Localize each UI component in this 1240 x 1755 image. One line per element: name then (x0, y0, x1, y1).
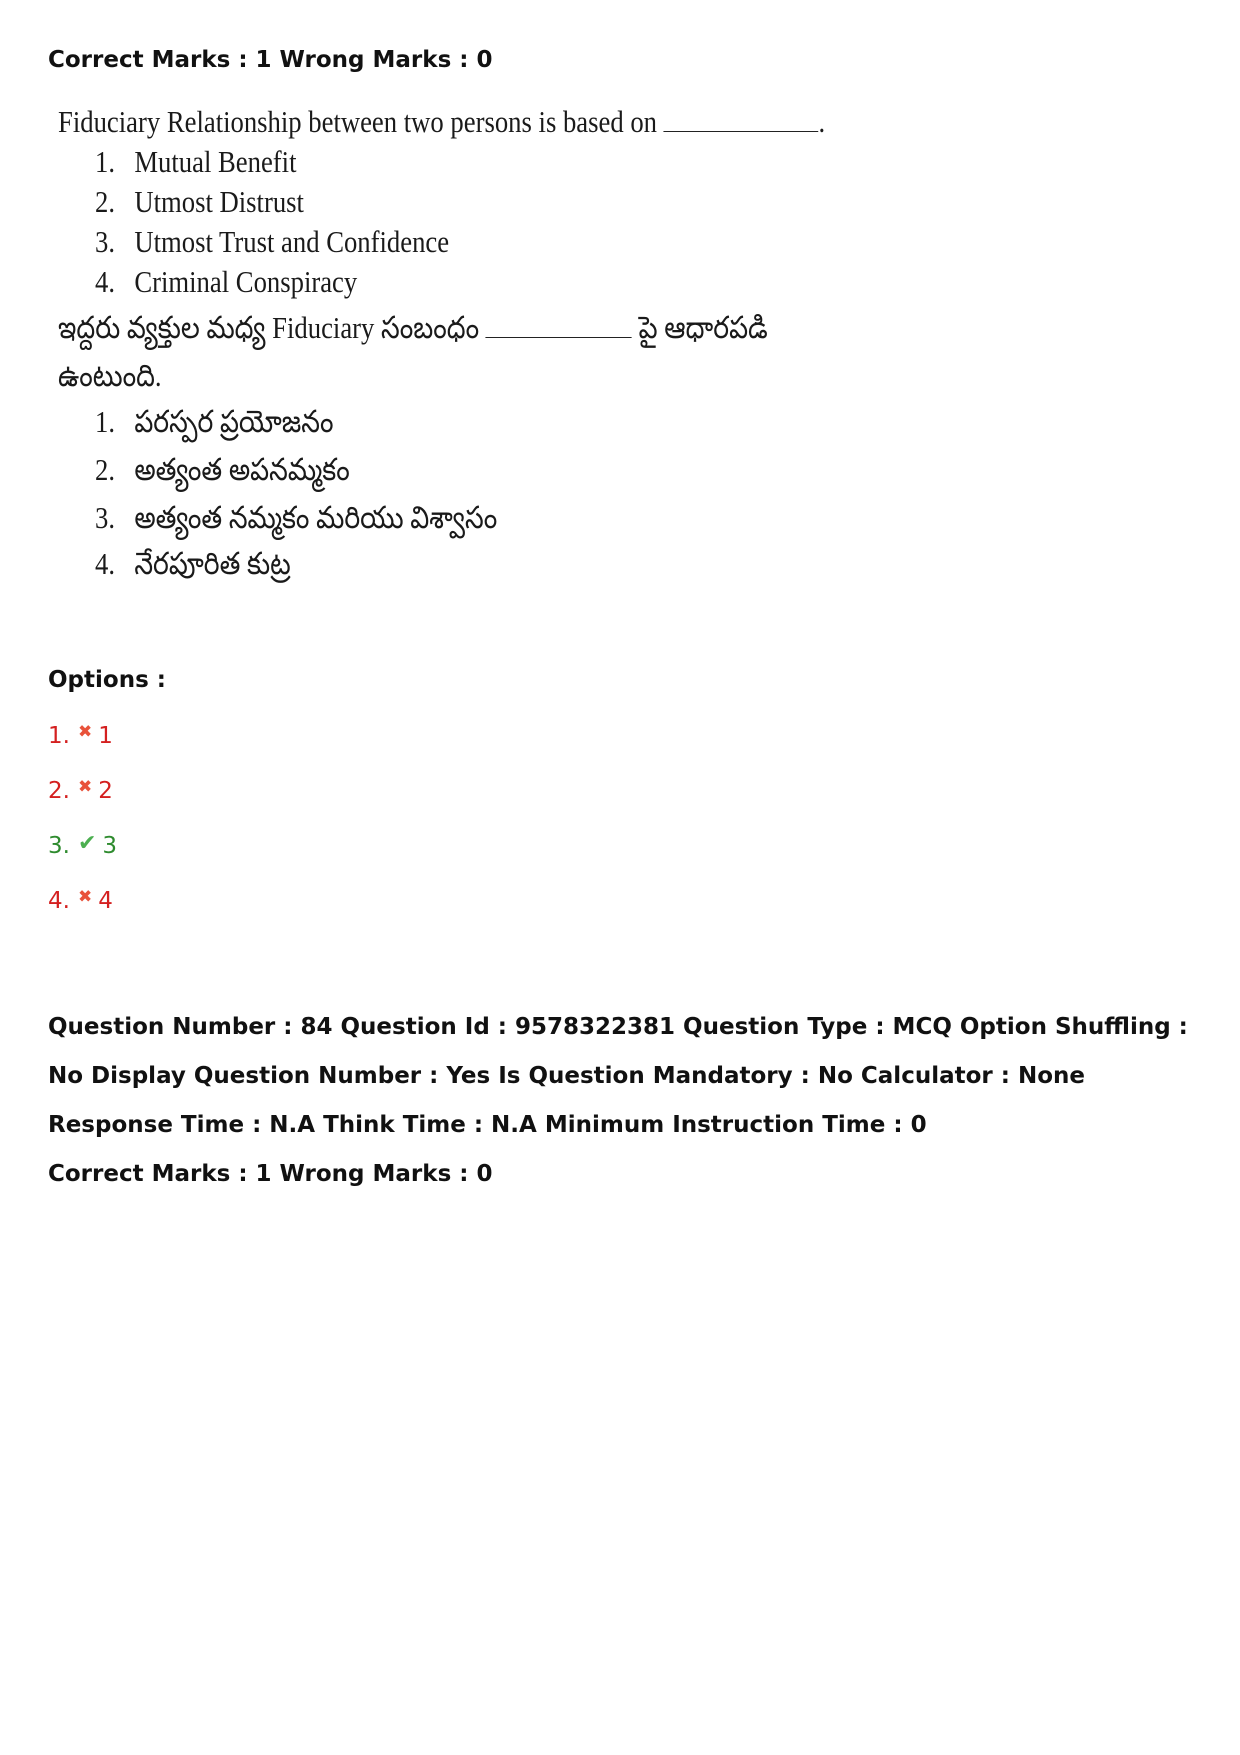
options-title: Options : (48, 667, 166, 693)
option-item (48, 778, 113, 804)
english-option-text: Criminal Conspiracy (134, 264, 358, 299)
telugu-stem-text-end: పై ఆధారపడి (638, 310, 768, 345)
telugu-question-stem-line2 (58, 358, 162, 401)
cross-icon: ✖ (77, 777, 93, 797)
option-number: 4. (48, 888, 70, 914)
telugu-option-text: పరస్పర ప్రయోజనం (134, 404, 334, 439)
english-option (95, 224, 449, 260)
answer-blank (664, 105, 819, 132)
marks-line: Correct Marks : 1 Wrong Marks : 0 (48, 47, 493, 73)
english-option-text: Utmost Distrust (134, 184, 304, 219)
telugu-option-text: నేరపూరిత కుట్ర (134, 546, 291, 581)
telugu-option (95, 546, 291, 589)
option-item (48, 888, 113, 914)
english-question-stem: Fiduciary Relationship between two persons is based on . (58, 104, 826, 139)
english-option (95, 264, 357, 300)
english-option (95, 184, 304, 220)
english-option-number: 1. (95, 144, 115, 179)
marks-line-next: Correct Marks : 1 Wrong Marks : 0 (48, 1161, 493, 1187)
option-value: 2 (98, 778, 113, 804)
english-option-number: 4. (95, 264, 115, 299)
english-option (95, 144, 296, 180)
english-option-number: 3. (95, 224, 115, 259)
option-number: 3. (48, 833, 70, 859)
telugu-question-stem (58, 310, 768, 353)
option-number: 2. (48, 778, 70, 804)
option-item (48, 723, 113, 749)
english-stem-text: Fiduciary Relationship between two persons is based on (58, 104, 658, 139)
question-metadata: Question Number : 84 Question Id : 9578322381 Question Type : MCQ Option Shuffling : No Display Question Number : Yes Is Question Mandatory : No Calculator : None Response Time : N.A Think Time : N.A Minimum Instruction Time : 0 (48, 1014, 1188, 1138)
option-item-correct (48, 833, 117, 859)
option-number: 1. (48, 723, 70, 749)
telugu-option-text: అత్యంత అపనమ్మకం (134, 452, 350, 487)
option-value: 4 (98, 888, 113, 914)
english-option-text: Mutual Benefit (134, 144, 297, 179)
telugu-option-text: అత్యంత నమ్మకం మరియు విశ్వాసం (134, 500, 498, 535)
check-icon: ✔ (77, 831, 97, 856)
cross-icon: ✖ (77, 722, 93, 742)
telugu-option-number: 2. (95, 452, 115, 487)
telugu-option (95, 500, 497, 543)
telugu-stem-text-line2: ఉంటుంది. (58, 358, 162, 393)
option-value: 1 (98, 723, 113, 749)
question-image (50, 100, 850, 640)
telugu-answer-blank (486, 311, 632, 338)
english-option-number: 2. (95, 184, 115, 219)
telugu-option (95, 404, 333, 447)
telugu-option-number: 4. (95, 546, 115, 581)
telugu-option-number: 1. (95, 404, 115, 439)
option-value: 3 (102, 833, 118, 859)
english-option-text: Utmost Trust and Confidence (134, 224, 450, 259)
cross-icon: ✖ (77, 887, 93, 907)
telugu-option (95, 452, 350, 495)
telugu-option-number: 3. (95, 500, 115, 535)
telugu-stem-text: ఇద్దరు వ్యక్తుల మధ్య Fiduciary సంబంధం (58, 310, 480, 345)
